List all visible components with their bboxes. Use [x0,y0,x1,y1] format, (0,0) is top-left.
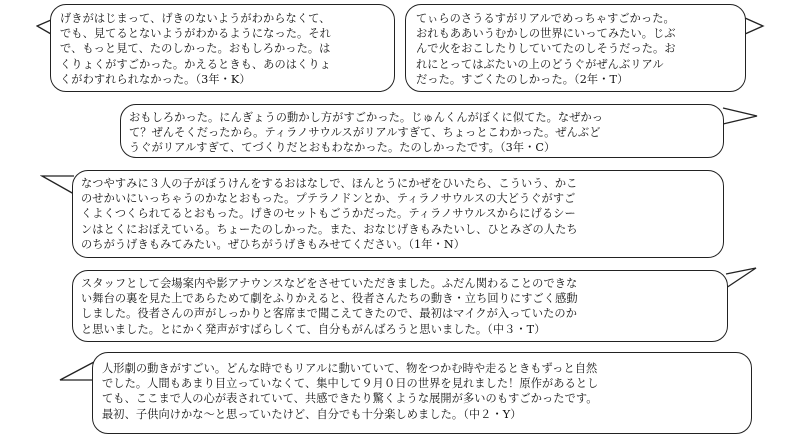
speech-bubble-comment-1 [50,4,395,92]
comment-line: しました。役者さんの声がしっかりと客席まで聞こえてきたので、最初はマイクが入っていたのか [81,307,577,321]
comment-line: と思いました。とにかく発声がすばらしくて、自分もがんばろうと思いました。（中３・T） [81,322,546,336]
comment-line: い舞台の裏を見た上であらためて劇をふりかえると、役者さんたちの動き・立ち回りにすごく感動 [81,292,578,306]
comment-line: なつやすみに３人の子がぼうけんをするおはなしで、ほんとうにかぜをひいたら、こういう、かこ [81,177,578,190]
bubble-tail-3 [721,104,761,128]
comment-line: んで火をおこしたりしていてたのしそうだった。お [416,42,676,56]
comment-line: 最初、子供向けかな〜と思っていたけど、自分でも十分楽しめました。（中２・Y） [102,407,522,421]
comment-line: ンはとくにおぼえている。ちょーたのしかった。また、おなじげきもみたいし、ひとみざの人たち [81,222,578,236]
comment-line: スタッフとして会場案内や影アナウンスなどをさせていただきました。ふだん関わることのできな [81,277,578,290]
comment-line: げきがはじまって、げきのないようがわからなくて、 [60,12,331,25]
speech-bubble-comment-5 [72,270,728,342]
speech-bubble-comment-2 [405,4,746,92]
speech-bubble-comment-3 [120,104,724,158]
speech-bubble-comment-6 [92,352,752,434]
comment-line: ても、ここまで人の心が表されていて、共感できたり驚くような展開が多いのもすごかったです。 [102,392,598,406]
speech-bubble-comment-4 [72,170,724,258]
bubble-tail-4 [40,172,76,198]
comment-line: で、もっと見て、たのしかった。おもしろかった。は [60,42,331,56]
bubble-tail-6 [58,358,96,386]
comment-line: でも、見てるとないようがわかるようになった。それ [60,27,331,41]
comment-line: 人形劇の動きがすごい。どんな時でもリアルに動いていて、物をつかむ時や走るときもずっと自然 [102,362,598,375]
comment-line: でした。人間もあまり目立っていなくて、集中して９月０日の世界を見れました！原作があるとし [102,377,599,391]
comment-line: てぃらのさうるすがリアルでめっちゃすごかった。 [416,12,675,25]
comment-line: うぐがリアルすぎて、てづくりだとおもわなかった。たのしかったです。（3年・C） [129,141,556,155]
comment-line: のせかいにいっちゃうのかなとおもった。プテラノドンとか、ティラノサウルスの大どうぐがすご [81,192,576,206]
comment-line: おもしろかった。にんぎょうの動かし方がすごかった。じゅんくんがぼくに似てた。なぜかっ [129,111,604,124]
comment-line: れにとってはぶたいの上のどうぐがぜんぶリアル [416,57,664,71]
bubble-tail-5 [724,266,758,294]
comment-line: だった。すごくたのしかった。（2年・T） [416,72,629,86]
bubble-tail-2 [743,14,765,38]
comment-line: くりょくがすごかった。かえるときも、あのはくりょ [60,57,331,71]
comment-line: のちがうげきもみてみたい。ぜひちがうげきもみせてください。（1年・N） [81,237,465,251]
comment-line: くがわすれられなかった。（3年・K） [60,72,251,86]
comment-line: て？ぜんそくだったから。ティラノサウルスがリアルすぎて、ちょっとこわかった。ぜんぶど [129,126,601,140]
comment-line: くよくつくられてるとおもった。げきのセットもごうかだった。ティラノサウルスからにげるシー [81,207,576,221]
comment-line: おれもああいうむかしの世界にいってみたい。じぶ [416,27,676,41]
